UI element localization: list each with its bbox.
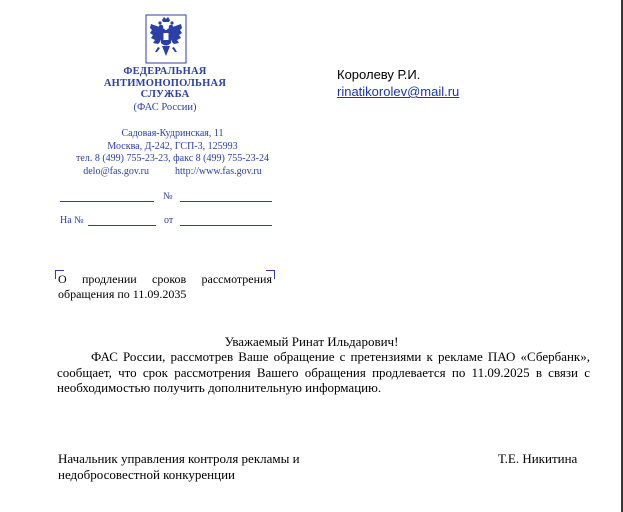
position-line: Начальник управления контроля рекламы и xyxy=(58,451,300,466)
date-line xyxy=(60,201,154,202)
signatory-name: Т.Е. Никитина xyxy=(498,451,578,466)
recipient-block xyxy=(337,66,459,100)
org-email: delo@fas.gov.ru xyxy=(83,165,150,177)
body-paragraph: ФАС России, рассмотрев Ваше обращение с претензиями к рекламе ПАО «Сбербанк», сообщает, что срок рассмотрения Вашего обращения продлевается по 11.09.2025 в связи с необходимостью получить дополнительную информацию. xyxy=(57,349,590,395)
from-label: от xyxy=(164,215,174,226)
position-line: недобросовестной конкуренции xyxy=(58,467,235,482)
subject-line: О продлении сроков рассмотрения обращения по 11.09.2035 xyxy=(58,272,272,301)
number-label: № xyxy=(163,191,173,202)
signatory-position xyxy=(58,451,300,483)
org-name-line: СЛУЖБА xyxy=(140,89,190,100)
address-block xyxy=(40,128,305,178)
ref-label: На № xyxy=(60,215,84,226)
org-name xyxy=(70,66,260,101)
number-line xyxy=(180,201,272,202)
phone-fax: тел. 8 (499) 755-23-23, факс 8 (499) 755-23-24 xyxy=(76,153,269,164)
address-line: Москва, Д-242, ГСП-3, 125993 xyxy=(107,140,238,152)
org-name-line: ФЕДЕРАЛЬНАЯ xyxy=(123,66,207,77)
recipient-email-link[interactable]: rinatikorolev@mail.ru xyxy=(337,84,460,99)
org-name-line: АНТИМОНОПОЛЬНАЯ xyxy=(103,77,227,89)
recipient-name: Королеву Р.И. xyxy=(337,67,421,82)
ref-number-line xyxy=(88,225,156,226)
org-short-name: (ФАС России) xyxy=(133,102,197,113)
russian-coat-of-arms-icon xyxy=(145,14,187,64)
address-line: Садовая-Кудринская, 11 xyxy=(121,128,224,139)
greeting: Уважаемый Ринат Ильдарович! xyxy=(224,334,399,349)
org-website: http://www.fas.gov.ru xyxy=(175,165,262,177)
contact-row xyxy=(40,166,305,179)
ref-date-line xyxy=(180,225,272,226)
